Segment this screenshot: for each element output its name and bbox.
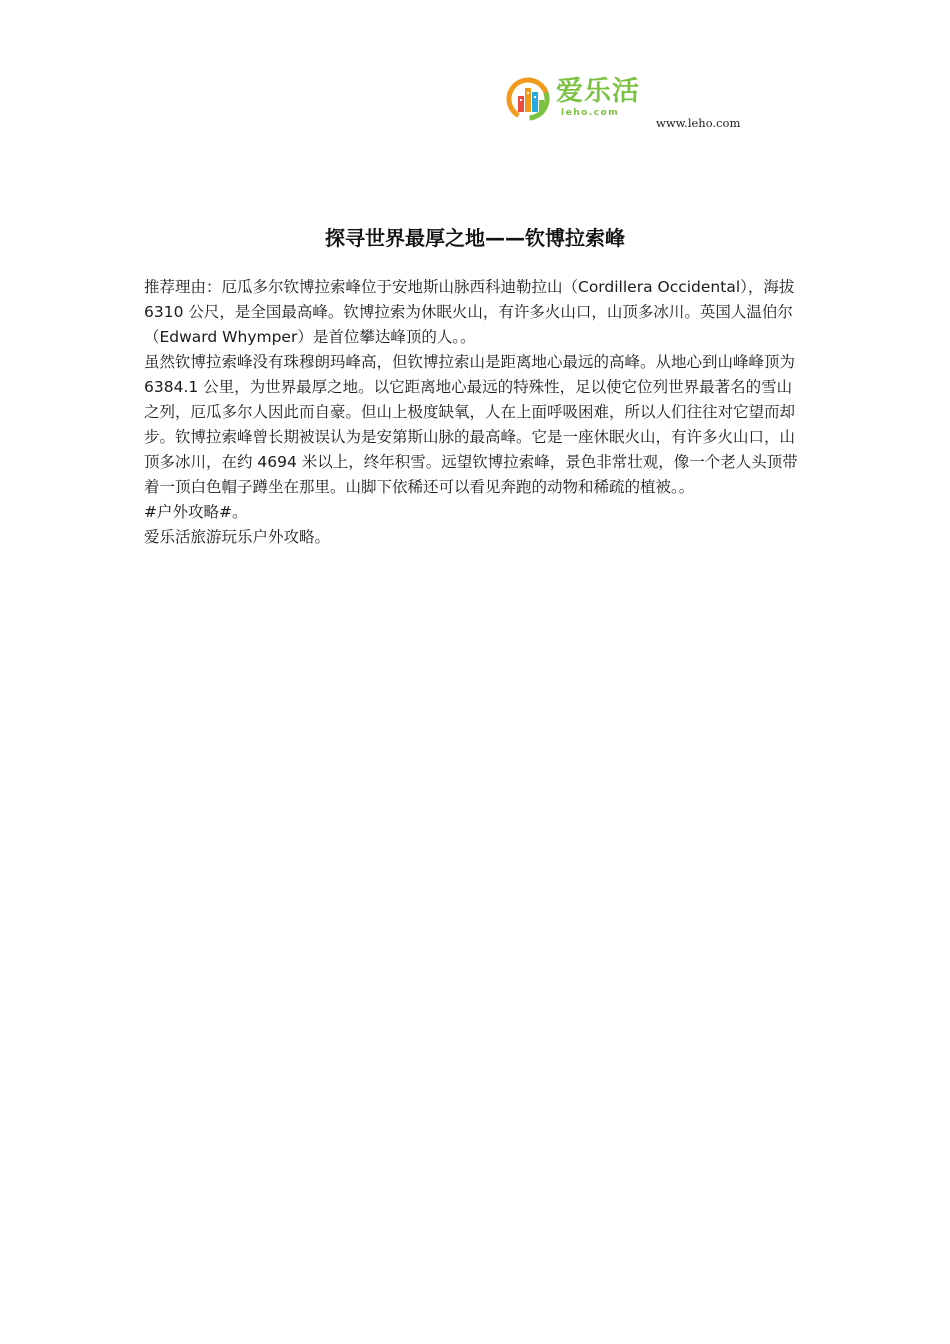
leho-logo-icon [506, 74, 552, 124]
article-footer-note: 爱乐活旅游玩乐户外攻略。 [144, 528, 331, 546]
page-header [506, 74, 756, 134]
article-tag: #户外攻略#。 [144, 503, 248, 521]
article-paragraph: 虽然钦博拉索峰没有珠穆朗玛峰高，但钦博拉索山是距离地心最远的高峰。从地心到山峰峰顶为 6384.1 公里，为世界最厚之地。以它距离地心最远的特殊性，足以使它位列世界最著名的雪山之列，厄瓜多尔人因此而自豪。但山上极度缺氧，人在上面呼吸困难，所以人们往往对它望而却步。钦博拉索峰曾长期被误认为是安第斯山脉的最高峰。它是一座休眠火山，有许多火山口，山顶多冰川，在约 4694 米以上，终年积雪。远望钦博拉索峰，景色非常壮观，像一个老人头顶带着一顶白色帽子蹲坐在那里。山脚下依稀还可以看见奔跑的动物和稀疏的植被。。 [144, 353, 798, 496]
article-title: 探寻世界最厚之地——钦博拉索峰 [325, 226, 625, 250]
article-paragraph: 推荐理由：厄瓜多尔钦博拉索峰位于安地斯山脉西科迪勒拉山（Cordillera Occidental），海拔 6310 公尺，是全国最高峰。钦博拉索为休眠火山，有许多火山口，山顶多冰川。英国人温伯尔（Edward Whymper）是首位攀达峰顶的人。。 [144, 278, 795, 346]
logo-text: 爱乐活 [556, 76, 640, 107]
article-body [144, 275, 800, 550]
site-url: www.leho.com [656, 116, 741, 130]
logo-subtext: leho.com [561, 108, 620, 118]
